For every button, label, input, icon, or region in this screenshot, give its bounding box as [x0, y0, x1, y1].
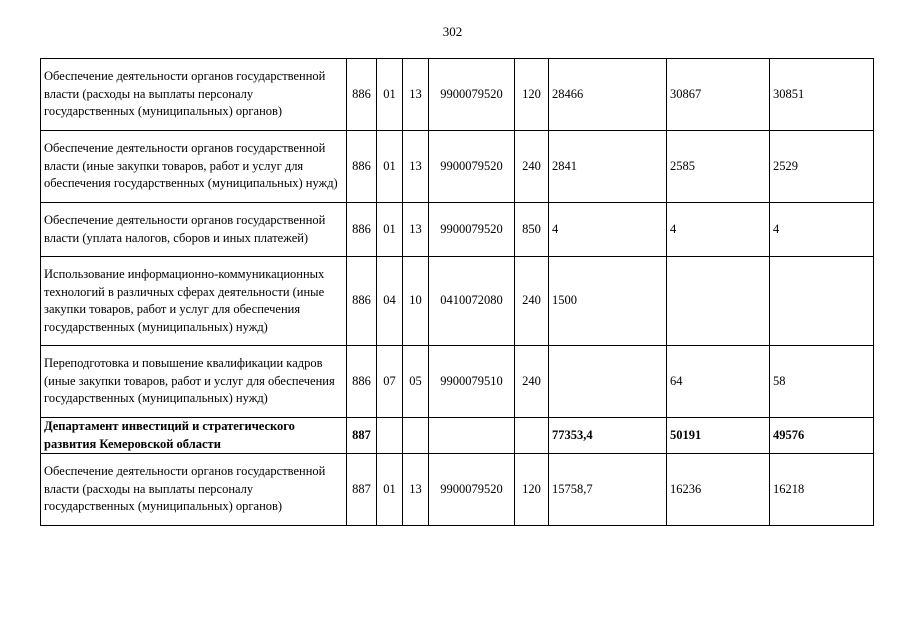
row-name: Обеспечение деятельности органов государственной власти (расходы на выплаты персоналу государственных (муниципальных) органов) — [41, 59, 347, 131]
sum-year-3: 2529 — [770, 131, 874, 203]
target-article-code: 9900079510 — [429, 346, 515, 418]
sum-year-3 — [770, 257, 874, 346]
target-article-code: 0410072080 — [429, 257, 515, 346]
target-article-code: 9900079520 — [429, 203, 515, 257]
section-code: 07 — [377, 346, 403, 418]
section-code: 01 — [377, 203, 403, 257]
page-number: 302 — [442, 24, 463, 39]
ministry-code: 886 — [347, 59, 377, 131]
expense-kind-code: 120 — [515, 454, 549, 526]
subsection-code: 10 — [403, 257, 429, 346]
ministry-code: 886 — [347, 257, 377, 346]
row-name: Переподготовка и повышение квалификации кадров (иные закупки товаров, работ и услуг для обеспечения государственных (муниципальных) нужд) — [41, 346, 347, 418]
table-row — [41, 131, 874, 203]
sum-year-1: 1500 — [549, 257, 667, 346]
sum-year-2: 4 — [667, 203, 770, 257]
table-row — [41, 346, 874, 418]
section-code — [377, 418, 403, 454]
row-name: Обеспечение деятельности органов государственной власти (уплата налогов, сборов и иных платежей) — [41, 203, 347, 257]
row-name: Использование информационно-коммуникационных технологий в различных сферах деятельности (иные закупки товаров, работ и услуг для обеспечения государственных (муниципальных) нужд) — [41, 257, 347, 346]
expense-kind-code: 120 — [515, 59, 549, 131]
table-row — [41, 454, 874, 526]
row-name: Обеспечение деятельности органов государственной власти (расходы на выплаты персоналу государственных (муниципальных) органов) — [41, 454, 347, 526]
subsection-code: 13 — [403, 454, 429, 526]
sum-year-2: 64 — [667, 346, 770, 418]
table-row — [41, 59, 874, 131]
subsection-code: 05 — [403, 346, 429, 418]
budget-table — [40, 58, 874, 526]
row-name: Обеспечение деятельности органов государственной власти (иные закупки товаров, работ и услуг для обеспечения государственных (муниципальных) нужд) — [41, 131, 347, 203]
department-header-row — [41, 418, 874, 454]
section-code: 01 — [377, 59, 403, 131]
sum-year-1: 15758,7 — [549, 454, 667, 526]
sum-year-1: 4 — [549, 203, 667, 257]
section-code: 04 — [377, 257, 403, 346]
sum-year-1: 2841 — [549, 131, 667, 203]
sum-year-3: 16218 — [770, 454, 874, 526]
department-name: Департамент инвестиций и стратегического развития Кемеровской области — [41, 418, 347, 454]
sum-year-3: 58 — [770, 346, 874, 418]
table-row — [41, 203, 874, 257]
section-code: 01 — [377, 131, 403, 203]
target-article-code — [429, 418, 515, 454]
sum-year-2: 50191 — [667, 418, 770, 454]
subsection-code: 13 — [403, 203, 429, 257]
sum-year-1 — [549, 346, 667, 418]
subsection-code: 13 — [403, 59, 429, 131]
sum-year-3: 49576 — [770, 418, 874, 454]
sum-year-1: 28466 — [549, 59, 667, 131]
subsection-code: 13 — [403, 131, 429, 203]
section-code: 01 — [377, 454, 403, 526]
sum-year-1: 77353,4 — [549, 418, 667, 454]
sum-year-2 — [667, 257, 770, 346]
expense-kind-code — [515, 418, 549, 454]
ministry-code: 887 — [347, 418, 377, 454]
sum-year-3: 4 — [770, 203, 874, 257]
ministry-code: 887 — [347, 454, 377, 526]
target-article-code: 9900079520 — [429, 59, 515, 131]
subsection-code — [403, 418, 429, 454]
sum-year-2: 2585 — [667, 131, 770, 203]
table-row — [41, 257, 874, 346]
expense-kind-code: 240 — [515, 131, 549, 203]
sum-year-3: 30851 — [770, 59, 874, 131]
sum-year-2: 30867 — [667, 59, 770, 131]
sum-year-2: 16236 — [667, 454, 770, 526]
ministry-code: 886 — [347, 346, 377, 418]
ministry-code: 886 — [347, 203, 377, 257]
target-article-code: 9900079520 — [429, 454, 515, 526]
expense-kind-code: 850 — [515, 203, 549, 257]
target-article-code: 9900079520 — [429, 131, 515, 203]
expense-kind-code: 240 — [515, 346, 549, 418]
expense-kind-code: 240 — [515, 257, 549, 346]
ministry-code: 886 — [347, 131, 377, 203]
